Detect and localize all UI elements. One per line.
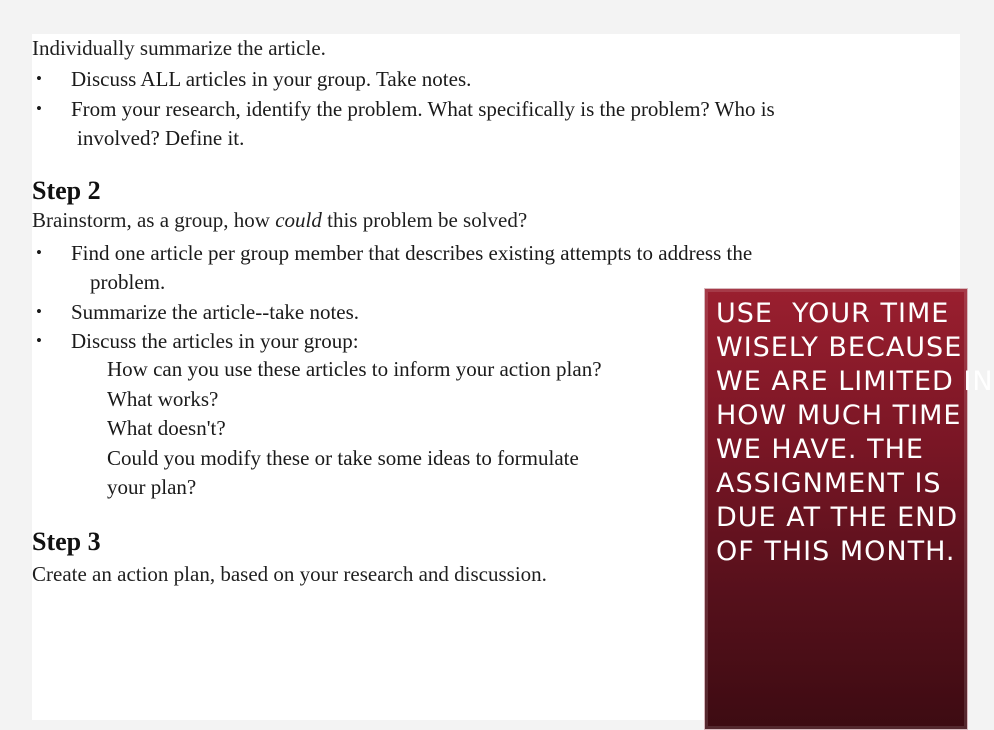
sub-item: Could you modify these or take some ideas to formulate (107, 446, 579, 470)
reminder-callout (704, 288, 994, 730)
step2-heading: Step 2 (32, 176, 101, 205)
step2-intro-emphasis: could (275, 208, 322, 232)
bullet-icon: • (36, 302, 42, 321)
bullet-icon: • (36, 243, 42, 262)
step3-heading: Step 3 (32, 527, 101, 556)
sub-item: What doesn't? (107, 416, 226, 440)
sub-item: your plan? (107, 475, 197, 499)
list-item-text: Discuss the articles in your group: (71, 329, 359, 353)
step2-intro-start: Brainstorm, as a group, how (32, 208, 276, 232)
step2-intro-end: this problem be solved? (321, 208, 528, 232)
bullet-icon: • (36, 99, 42, 118)
list-item-text: Summarize the article--take notes. (71, 300, 360, 324)
bullet-icon: • (36, 69, 42, 88)
list-item-continuation: problem. (90, 270, 166, 294)
sub-item: What works? (107, 387, 219, 411)
step3-text: Create an action plan, based on your research and discussion. (32, 562, 547, 586)
step2-intro (32, 208, 527, 232)
sub-item: How can you use these articles to inform your action plan? (107, 357, 602, 381)
list-item-text: From your research, identify the problem. What specifically is the problem? Who is (71, 97, 775, 121)
callout-text: USE YOUR TIME WISELY BECAUSE WE ARE LIMITED IN HOW MUCH TIME WE HAVE. THE ASSIGNMENT IS DUE AT THE END OF THIS MONTH. (716, 298, 994, 567)
list-item-text: Discuss ALL articles in your group. Take notes. (71, 67, 472, 91)
bullet-icon: • (36, 331, 42, 350)
list-item-continuation: involved? Define it. (77, 126, 245, 150)
list-item-text: Find one article per group member that describes existing attempts to address the (71, 241, 753, 265)
step1-intro: Individually summarize the article. (32, 36, 326, 60)
